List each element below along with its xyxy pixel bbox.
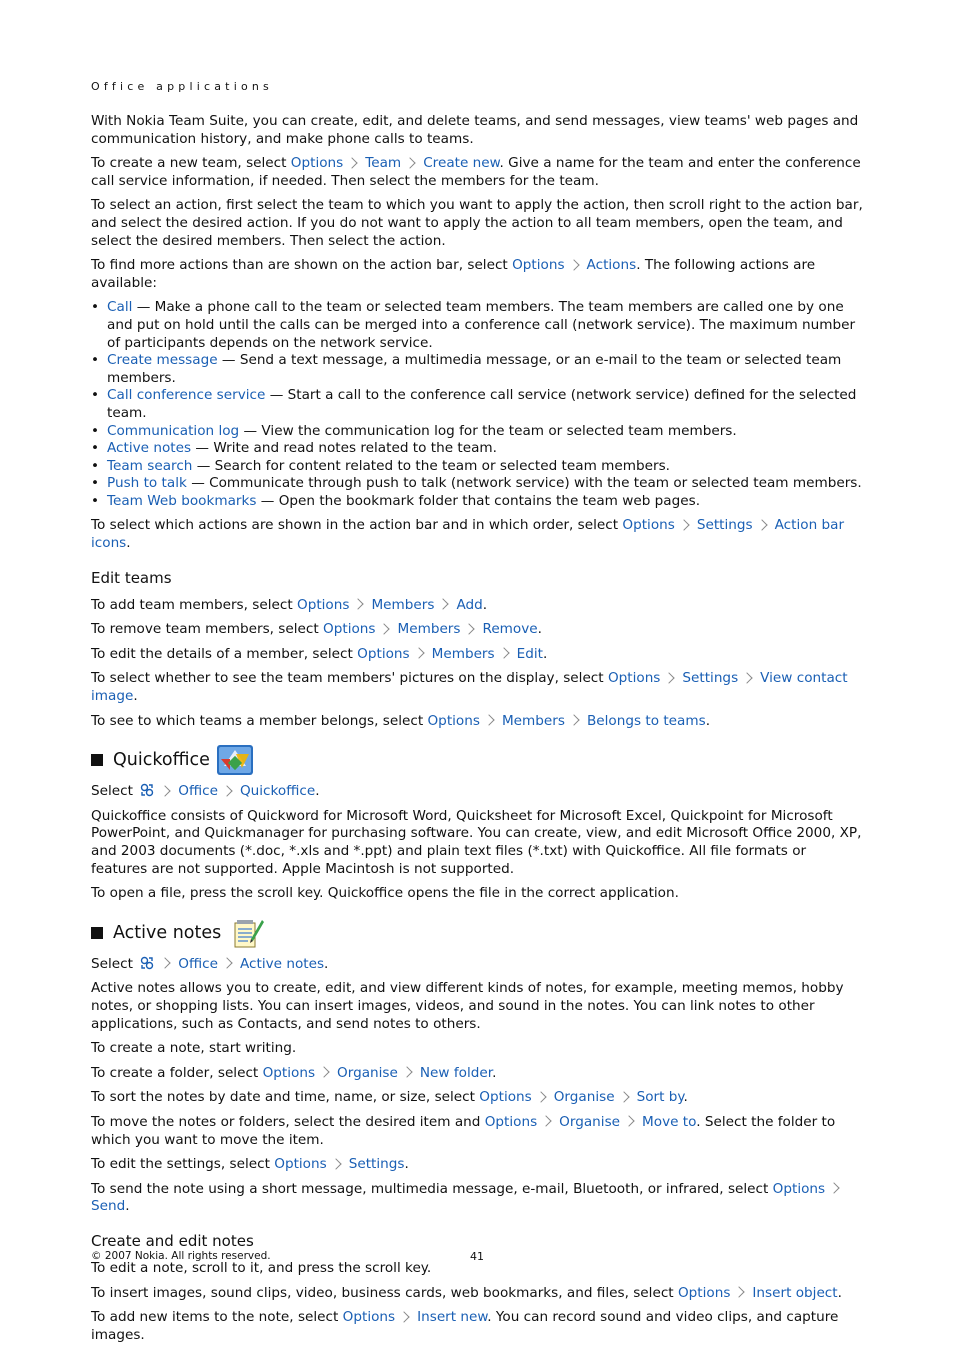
section-square-icon [91, 927, 103, 939]
copyright: © 2007 Nokia. All rights reserved. [91, 1250, 271, 1262]
running-head: Office applications [91, 80, 273, 93]
menu-options[interactable]: Options [342, 1309, 396, 1326]
menu-office[interactable]: Office [178, 955, 218, 972]
chevron-right-icon [664, 672, 675, 683]
list-item: • Call — Make a phone call to the team or selected team members. The team members are called one by one and put on hold until the calls can be merged into a conference call (network service). The maximum number of participants depends on the network service. [91, 299, 866, 352]
menu-members[interactable]: Members [397, 621, 461, 638]
create-folder-paragraph: To create a folder, select Options Organise New folder. [91, 1064, 497, 1081]
chevron-right-icon [401, 1067, 412, 1078]
menu-action-bar-icons[interactable]: Action bar icons [91, 517, 845, 552]
quickoffice-open-file: To open a file, press the scroll key. Quickoffice opens the file in the correct application. [91, 885, 679, 902]
action-call-conference[interactable]: Call conference service [107, 387, 266, 404]
active-notes-app-icon [227, 917, 265, 949]
page [91, 78, 866, 1351]
menu-key-icon [140, 956, 154, 970]
menu-options[interactable]: Options [484, 1113, 538, 1130]
move-notes-paragraph: To move the notes or folders, select the desired item and Options Organise Move to. Select the folder to which you want to move the item. [91, 1113, 836, 1148]
menu-active-notes[interactable]: Active notes [239, 955, 325, 972]
menu-settings[interactable]: Settings [348, 1156, 405, 1173]
menu-move-to[interactable]: Move to [642, 1113, 697, 1130]
chevron-right-icon [756, 519, 767, 530]
menu-edit[interactable]: Edit [516, 645, 543, 662]
chevron-right-icon [568, 259, 579, 270]
action-push-to-talk[interactable]: Push to talk [107, 475, 187, 492]
chevron-right-icon [347, 157, 358, 168]
menu-belongs-to-teams[interactable]: Belongs to teams [586, 712, 706, 729]
chevron-right-icon [160, 785, 171, 796]
menu-members[interactable]: Members [501, 712, 565, 729]
action-communication-log[interactable]: Communication log [107, 422, 240, 439]
menu-options[interactable]: Options [622, 517, 675, 534]
chevron-right-icon [438, 598, 449, 609]
actions-list [91, 299, 866, 510]
action-team-search[interactable]: Team search [107, 457, 193, 474]
quickoffice-app-icon [216, 744, 254, 776]
menu-quickoffice[interactable]: Quickoffice [239, 783, 316, 800]
menu-options[interactable]: Options [290, 155, 344, 172]
menu-insert-object[interactable]: Insert object [752, 1284, 838, 1301]
quickoffice-heading: Quickoffice [91, 744, 866, 776]
active-notes-select-paragraph: Select Office Active notes. [91, 955, 329, 972]
quickoffice-description: Quickoffice consists of Quickword for Microsoft Word, Quicksheet for Microsoft Excel, Quickpoint for Microsoft PowerPoint, and Quickmanager for purchasing software. You can create, view, and edit Microsoft Office 2000, XP, and 2003 documents (*.doc, *.xls and *.ppt) and plain text files (*.txt) with Quickoffice. All file formats or features are not supported. Apple Macintosh is not supported. [91, 807, 862, 877]
menu-key-icon [140, 783, 154, 797]
menu-organise[interactable]: Organise [553, 1089, 615, 1106]
insert-object-paragraph: To insert images, sound clips, video, business cards, web bookmarks, and files, select Options Insert object. [91, 1284, 842, 1301]
more-actions-paragraph: To find more actions than are shown on the action bar, select Options Actions. The following actions are available: [91, 257, 816, 291]
list-item: • Call conference service — Start a call to the conference call service (network service) defined for the selected team. [91, 387, 866, 422]
menu-remove[interactable]: Remove [482, 621, 538, 638]
menu-new-folder[interactable]: New folder [419, 1064, 493, 1081]
menu-office[interactable]: Office [178, 783, 218, 800]
pictures-paragraph: To select whether to see the team members' pictures on the display, select Options Settings View contact image. [91, 670, 848, 705]
edit-settings-paragraph: To edit the settings, select Options Settings. [91, 1156, 409, 1173]
menu-organise[interactable]: Organise [337, 1064, 398, 1081]
active-notes-heading: Active notes [91, 917, 866, 949]
menu-options[interactable]: Options [274, 1156, 327, 1173]
menu-settings[interactable]: Settings [682, 670, 739, 687]
chevron-right-icon [483, 714, 494, 725]
chevron-right-icon [541, 1116, 552, 1127]
action-active-notes[interactable]: Active notes [107, 440, 192, 457]
menu-members[interactable]: Members [371, 596, 435, 613]
menu-options[interactable]: Options [772, 1180, 826, 1197]
menu-options[interactable]: Options [323, 621, 376, 638]
action-create-message[interactable]: Create message [107, 352, 218, 369]
belongs-paragraph: To see to which teams a member belongs, select Options Members Belongs to teams. [91, 712, 711, 729]
edit-teams-heading: Edit teams [91, 568, 172, 587]
menu-options[interactable]: Options [357, 645, 410, 662]
chevron-right-icon [221, 785, 232, 796]
edit-note-paragraph: To edit a note, scroll to it, and press the scroll key. [91, 1259, 432, 1276]
chevron-right-icon [353, 598, 364, 609]
chevron-right-icon [405, 157, 416, 168]
menu-team[interactable]: Team [365, 155, 402, 172]
chevron-right-icon [379, 623, 390, 634]
insert-new-paragraph: To add new items to the note, select Options Insert new. You can record sound and video clips, and capture images. [91, 1309, 839, 1343]
menu-add[interactable]: Add [456, 596, 483, 613]
menu-options[interactable]: Options [297, 596, 350, 613]
menu-sort-by[interactable]: Sort by [636, 1089, 684, 1106]
chevron-right-icon [568, 714, 579, 725]
list-item: • Push to talk — Communicate through push to talk (network service) with the team or selected team members. [91, 475, 866, 493]
menu-options[interactable]: Options [262, 1064, 316, 1081]
list-item: • Active notes — Write and read notes related to the team. [91, 440, 866, 458]
list-item: • Team search — Search for content related to the team or selected team members. [91, 458, 866, 476]
menu-options[interactable]: Options [677, 1284, 731, 1301]
chevron-right-icon [678, 519, 689, 530]
menu-create-new[interactable]: Create new [423, 155, 500, 172]
chevron-right-icon [413, 648, 424, 659]
menu-options[interactable]: Options [427, 712, 480, 729]
list-item: • Create message — Send a text message, a multimedia message, or an e-mail to the team or selected team members. [91, 352, 866, 387]
chevron-right-icon [498, 648, 509, 659]
chevron-right-icon [221, 958, 232, 969]
quickoffice-select-paragraph: Select Office Quickoffice. [91, 783, 320, 800]
menu-view-contact-image[interactable]: View contact image [91, 670, 848, 705]
chevron-right-icon [535, 1091, 546, 1102]
page-number: 41 [470, 1250, 484, 1263]
chevron-right-icon [398, 1311, 409, 1322]
menu-settings[interactable]: Settings [696, 517, 753, 534]
select-action-paragraph: To select an action, first select the team to which you want to apply the action, then scroll right to the action bar, and select the desired action. If you do not want to apply the action to all team members, open the team, and select the desired members. Then select the action. [91, 197, 863, 249]
section-square-icon [91, 754, 103, 766]
menu-actions[interactable]: Actions [586, 257, 637, 274]
list-item: • Communication log — View the communication log for the team or selected team members. [91, 423, 866, 441]
menu-members[interactable]: Members [431, 645, 495, 662]
edit-member-paragraph: To edit the details of a member, select Options Members Edit. [91, 645, 548, 662]
sort-notes-paragraph: To sort the notes by date and time, name, or size, select Options Organise Sort by. [91, 1089, 688, 1106]
chevron-right-icon [828, 1183, 839, 1194]
send-note-paragraph: To send the note using a short message, multimedia message, e-mail, Bluetooth, or infrared, select OptionsSend. [91, 1181, 866, 1216]
chevron-right-icon [734, 1286, 745, 1297]
chevron-right-icon [464, 623, 475, 634]
chevron-right-icon [160, 958, 171, 969]
action-call[interactable]: Call [107, 299, 133, 316]
menu-options[interactable]: Options [479, 1089, 532, 1106]
chevron-right-icon [618, 1091, 629, 1102]
add-members-paragraph: To add team members, select Options Members Add. [91, 596, 488, 613]
remove-members-paragraph: To remove team members, select Options Members Remove. [91, 621, 542, 638]
menu-send[interactable]: Send [91, 1198, 126, 1215]
chevron-right-icon [330, 1158, 341, 1169]
menu-options[interactable]: Options [607, 670, 661, 687]
create-team-paragraph: To create a new team, select Options Team Create new. Give a name for the team and enter the conference call service information, if needed. Then select the members for the team. [91, 155, 861, 189]
chevron-right-icon [623, 1116, 634, 1127]
menu-organise[interactable]: Organise [559, 1113, 621, 1130]
list-item: • Team Web bookmarks — Open the bookmark folder that contains the team web pages. [91, 493, 866, 511]
intro-paragraph: With Nokia Team Suite, you can create, edit, and delete teams, and send messages, view teams' web pages and communication history, and make phone calls to teams. [91, 113, 859, 147]
active-notes-description: Active notes allows you to create, edit, and view different kinds of notes, for example, meeting memos, hobby notes, or shopping lists. You can insert images, videos, and sound in the notes. You can link notes to other applications, such as Contacts, and send notes to others. [91, 980, 844, 1032]
create-edit-notes-heading: Create and edit notes [91, 1231, 254, 1250]
chevron-right-icon [741, 672, 752, 683]
action-team-web-bookmarks[interactable]: Team Web bookmarks [107, 492, 257, 509]
chevron-right-icon [318, 1067, 329, 1078]
action-bar-paragraph: To select which actions are shown in the action bar and in which order, select Options Settings Action bar icons. [91, 517, 845, 552]
menu-options[interactable]: Options [512, 257, 565, 274]
menu-insert-new[interactable]: Insert new [417, 1309, 488, 1326]
page-footer [91, 1250, 866, 1266]
create-note-paragraph: To create a note, start writing. [91, 1040, 297, 1057]
